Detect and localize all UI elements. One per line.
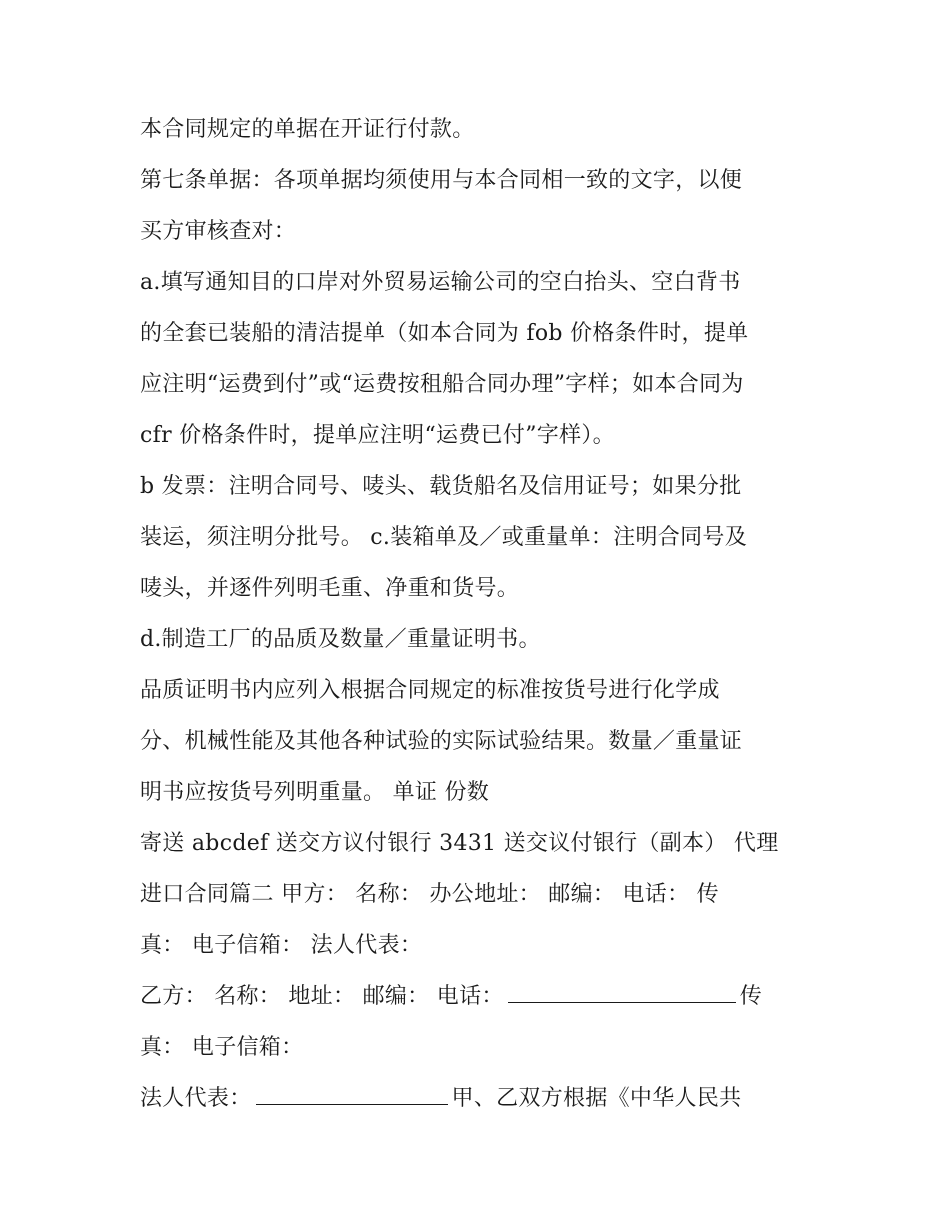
text-line-5: 的全套已装船的清洁提单（如本合同为 fob 价格条件时，提单 bbox=[140, 321, 749, 346]
text-line-10: 唛头，并逐件列明毛重、净重和货号。 bbox=[140, 576, 520, 601]
phone-blank-line bbox=[508, 988, 736, 1003]
text-line-18 bbox=[140, 971, 820, 1022]
text-line-1: 本合同规定的单据在开证行付款。 bbox=[140, 117, 475, 142]
text-line-7: cfr 价格条件时，提单应注明“运费已付”字样）。 bbox=[140, 423, 615, 448]
text-line-2: 第七条单据：各项单据均须使用与本合同相一致的文字，以便 bbox=[140, 168, 743, 193]
text-line-4: a.填写通知目的口岸对外贸易运输公司的空白抬头、空白背书 bbox=[140, 270, 741, 295]
text-line-19: 真： 电子信箱： bbox=[140, 1035, 304, 1060]
text-line-15: 寄送 abcdef 送交方议付银行 3431 送交议付银行（副本） 代理 bbox=[140, 831, 779, 856]
text-line-9: 装运，须注明分批号。 c.装箱单及／或重量单：注明合同号及 bbox=[140, 525, 748, 550]
legal-rep-blank-line bbox=[256, 1090, 448, 1105]
text-line-14: 明书应按货号列明重量。 单证 份数 bbox=[140, 780, 490, 805]
text-line-11: d.制造工厂的品质及数量／重量证明书。 bbox=[140, 627, 541, 652]
party-b-fields: 乙方： 名称： 地址： 邮编： 电话： bbox=[140, 984, 504, 1009]
text-line-8: b 发票：注明合同号、唛头、载货船名及信用证号；如果分批 bbox=[140, 474, 742, 499]
text-line-16: 进口合同篇二 甲方： 名称： 办公地址： 邮编： 电话： 传 bbox=[140, 882, 719, 907]
document-body bbox=[140, 104, 820, 1124]
text-line-12: 品质证明书内应列入根据合同规定的标准按货号进行化学成 bbox=[140, 678, 720, 703]
text-line-13: 分、机械性能及其他各种试验的实际试验结果。数量／重量证 bbox=[140, 729, 743, 754]
text-line-3: 买方审核查对： bbox=[140, 219, 297, 244]
fax-label-start: 传 bbox=[739, 984, 762, 1009]
text-line-20 bbox=[140, 1073, 820, 1124]
text-line-17: 真： 电子信箱： 法人代表： bbox=[140, 933, 423, 958]
legal-rep-label: 法人代表： bbox=[140, 1086, 252, 1111]
text-line-6: 应注明“运费到付”或“运费按租船合同办理”字样；如本合同为 bbox=[140, 372, 744, 397]
agreement-intro: 甲、乙双方根据《中华人民共 bbox=[451, 1086, 742, 1111]
